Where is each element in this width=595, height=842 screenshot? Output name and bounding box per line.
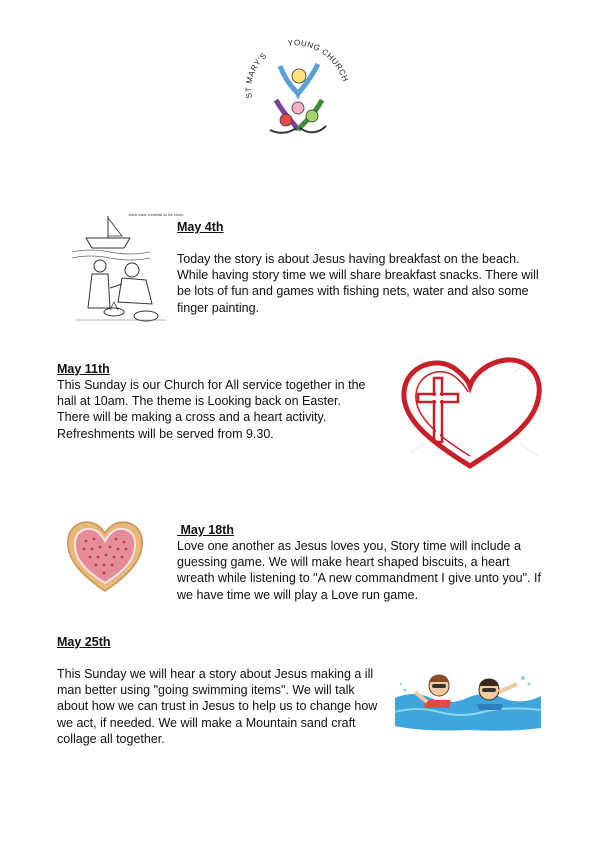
section-heading-may-18: May 18th <box>177 523 234 537</box>
section-body-may-25: This Sunday we will hear a story about Jesus making a ill man better using "going swimming items". We will talk about how we can trust in Jesus to help us to change how we act, if needed. We will make a Mountain sand craft collage all together. <box>57 667 378 746</box>
heart-cross-image <box>388 348 553 473</box>
section-heading-may-4: May 4th <box>177 220 224 234</box>
section-body-may-4: Today the story is about Jesus having breakfast on the beach. While having story time we will share breakfast snacks. There will be lots of fun and games with fishing nets, water and also some finger painting. <box>177 252 539 315</box>
beach-breakfast-illustration <box>70 208 184 326</box>
logo-text-left: ST MARY'S <box>244 51 269 99</box>
section-heading-may-11: May 11th <box>57 362 110 376</box>
section-body-may-11: This Sunday is our Church for All service together in the hall at 10am. The theme is Looking back on Easter. There will be making a cross and a heart activity. Refreshments will be served from 9.30. <box>57 378 366 441</box>
church-logo <box>238 38 356 142</box>
section-body-may-18: Love one another as Jesus loves you, Story time will include a guessing game. We will make heart shaped biscuits, a heart wreath while listening to "A new commandment I give unto you". If we have time we will play a Love run game. <box>177 539 541 602</box>
swimming-kids-image <box>393 662 543 732</box>
svg-text:Jesus made breakfast on the be: Jesus made breakfast on the beach <box>128 213 184 217</box>
section-heading-may-25: May 25th <box>57 635 111 649</box>
logo-text-right: YOUNG CHURCH <box>287 38 351 84</box>
heart-biscuit-image <box>64 515 146 595</box>
